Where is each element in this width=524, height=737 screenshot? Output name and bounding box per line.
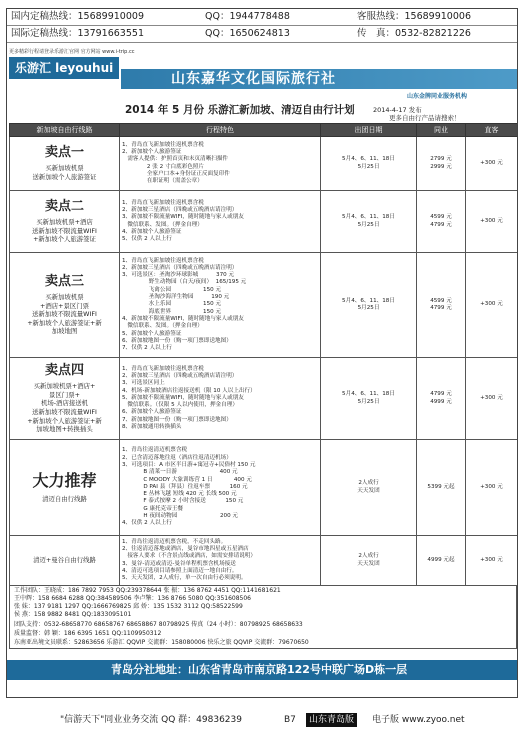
- route-name: 买新加坡机票 +酒店+景区门票 送新加坡不限流量WIFI +新加坡个人旅游签证+新 加坡地图: [27, 293, 102, 336]
- col-header-trade-price: 同业: [417, 124, 466, 137]
- departure-dates: 5月4、6、11、18日 5月25日: [321, 358, 417, 440]
- retail-markup: +300 元: [466, 191, 518, 253]
- itinerary-items: 1、青岛直飞新加坡往返机票含税 2、新加坡三星酒店（四晚或五晚酒店请注明） 3、新加坡不限流量WIFI，随时随地与家人或朋友 微信联系、发图。（押金自理） 4、新加坡个人旅游签证 5、仅供 2 人以上行: [120, 191, 321, 253]
- international-qq: QQ：1650624813: [205, 28, 290, 39]
- contact-line: 王中辉：158 6684 6288 QQ:384589506 李卢擎：136 8766 5080 QQ:351608506: [14, 595, 251, 602]
- itinerary-items: 1、青岛往返清迈机票含税 2、已含清迈落地往返（酒店往返清迈机场） 3、可选项目：A 市区半日游+寓冠寺+民俗村 150 元 B 清莱一日游 400 元 C MOODY 大象训练营 1 日 400 元 D PAI 县（拜县）往返车票 160 元 E 丛林飞越 短线 420 元 长线 500 元 F 泰式按摩 2 小时含接送 150 元 G 康托克帝王餐 H 夜间动物园 200 元 4、仅供 2 人以上行: [120, 440, 321, 536]
- team-support-line: 团队支持：0532-68658770 68658767 68658867 80798925 传真（24 小时）：80798925 68658633: [14, 621, 303, 628]
- selling-point: 卖点三: [44, 274, 84, 290]
- contact-block: [9, 585, 517, 649]
- trade-price: 4599 元 4799 元: [417, 191, 466, 253]
- itinerary-items: 1、青岛直飞新加坡往返机票含税 2、新加坡三星酒店（四晚或五晚酒店请注明） 3、可选景区：圣淘沙环球影城 370 元 野生动物园（白天/夜间） 165/195 元 飞禽公园 150 元 圣淘沙海洋生物园 190 元 水上乐园 150 元 海底世界 150 元 4、新加坡不限流量WIFI，随时随地与家人或朋友 微信联系、发图。（押金自理） 5、新加坡个人旅游签证 6、新加坡地图一份（购一项门票即送地图） 7、仅供 2 人以上行: [120, 253, 321, 358]
- domestic-qq: QQ：1944778488: [205, 11, 290, 22]
- route-name: 清迈自由行线路: [42, 495, 87, 504]
- itinerary-table: [9, 123, 518, 586]
- qq-group-note: "信游天下"同业业务交流 QQ 群：49836239: [60, 715, 242, 725]
- table-row: [10, 358, 518, 440]
- departure-dates: 5月4、6、11、18日 5月25日: [321, 253, 417, 358]
- website-link[interactable]: 电子版 www.zyoo.net: [372, 715, 465, 725]
- departure-dates: 5月4、6、11、18日 5月25日: [321, 137, 417, 191]
- trade-price: 2799 元 2999 元: [417, 137, 466, 191]
- route-cell: [10, 358, 120, 440]
- selling-point: 卖点四: [44, 363, 84, 379]
- table-row: [10, 253, 518, 358]
- route-cell: [10, 253, 120, 358]
- trade-price: 5399 元起: [417, 440, 466, 536]
- route-cell: [10, 440, 120, 536]
- service-hotline: 客服热线：15689910006: [357, 11, 471, 22]
- agency-name-banner: 山东嘉华文化国际旅行社: [121, 69, 518, 89]
- table-header-row: [10, 124, 518, 137]
- route-cell: [10, 137, 120, 191]
- retail-markup: +300 元: [466, 440, 518, 536]
- edition-badge: 山东青岛版: [306, 713, 357, 727]
- route-name: 买新加坡机票 送新加坡个人旅游签证: [32, 164, 97, 181]
- route-cell: [10, 191, 120, 253]
- route-name: 买新加坡机票+酒店+ 景区门票+ 机场-酒店接送机 送新加坡不限流量WIFI +新加坡个人旅游签证+新 加坡地图+转换插头: [27, 382, 102, 434]
- itinerary-items: 1、青岛直飞新加坡往返机票含税 2、新加坡个人旅游签证 需客人提供：护照首页和末页清晰扫描件 2 张 2 寸白底彩色照片 全家户口本+身份证正反面复印件 在职证明（需盖公章）: [120, 137, 321, 191]
- contact-line: 张 妹：137 9181 1297 QQ:1666769825 邱 娇：135 1532 3112 QQ:58522599: [14, 603, 243, 610]
- itinerary-items: 1、青岛直飞新加坡往返机票含税 2、新加坡三星酒店（四晚或五晚酒店请注明） 3、可选景区同上 4、机场-新加坡酒店往返接送机（限 10 人以上出行） 5、新加坡不限流量WIFI，随时随地与家人或朋友 微信联系。（仅限 5 人以内使用，押金自理） 6、新加坡个人旅游签证 7、新加坡地图一份（购一项门票即送地图） 8、新加坡通用转换插头: [120, 358, 321, 440]
- publish-date: 2014-4-17 发布: [373, 106, 422, 114]
- itinerary-items: 1、青岛往返清迈机票含税，不走回头路。 2、往返清迈落地或酒店，曼谷市地四星或五星酒店 接客人要求（不含景点线或酒店，如需安排请说明） 3、曼谷-清迈或清迈-曼谷单程机票含机场接送 4、清迈可选项目请参照上面清迈一地自由行。 5、天天发团，2人成行，单一次自由行必须说明。: [120, 536, 321, 586]
- retail-markup: +300 元: [466, 137, 518, 191]
- page-footer: [0, 713, 524, 727]
- document-frame: [6, 8, 518, 698]
- col-header-dates: 出团日期: [321, 124, 417, 137]
- website-note: 更多精彩行程请登录乐游汇官网 官方网站 www.i-trip.cc: [9, 49, 135, 55]
- trade-price: 4599 元 4799 元: [417, 253, 466, 358]
- departure-dates: 5月4、6、11、18日 5月25日: [321, 191, 417, 253]
- fax-number: 传 真：0532-82821226: [357, 28, 471, 39]
- col-header-features: 行程特色: [120, 124, 321, 137]
- header-line-1: [7, 9, 518, 26]
- qq-groups-line: 东南亚出境文员联系：52863656 乐游汇 QQVIP 交流群：158080006 快乐之旅 QQVIP 交流群：79670650: [14, 639, 309, 646]
- more-products-note: 更多自由行产品请搜索！: [389, 114, 461, 122]
- table-row: [10, 440, 518, 536]
- retail-markup: +300 元: [466, 253, 518, 358]
- table-row: [10, 536, 518, 586]
- trade-price: 4799 元 4999 元: [417, 358, 466, 440]
- table-row: [10, 191, 518, 253]
- retail-markup: +300 元: [466, 536, 518, 586]
- agency-subtitle: 山东金牌同业服务机构: [407, 93, 468, 100]
- plan-title: 2014 年 5 月份 乐游汇新加坡、清迈自由行计划: [125, 104, 355, 116]
- trade-price: 4999 元起: [417, 536, 466, 586]
- selling-point: 卖点二: [44, 199, 84, 215]
- route-name: 清迈+曼谷自由行线路: [33, 556, 96, 565]
- departure-dates: 2人成行 天天发团: [321, 440, 417, 536]
- col-header-route: 新加坡自由行线路: [10, 124, 120, 137]
- page-number: B7: [284, 715, 296, 725]
- col-header-retail: 直客: [466, 124, 518, 137]
- route-name: 买新加坡机票+酒店 送新加坡不限流量WIFI +新加坡个人旅游签证: [32, 218, 97, 244]
- international-hotline: 国际定稿热线：13791663551: [11, 28, 144, 39]
- brand-header: [7, 47, 518, 100]
- retail-markup: +300 元: [466, 358, 518, 440]
- contact-line: 工作团队：王晓成：186 7892 7953 QQ:239378644 张 振：136 8762 4451 QQ:1141681621: [14, 587, 281, 594]
- selling-point: 大力推荐: [32, 471, 97, 491]
- header-line-2: [7, 26, 518, 43]
- contact-line: 侯 燕：158 9882 8481 QQ:1833095101: [14, 611, 132, 618]
- leyouhui-logo: 乐游汇 leyouhui: [9, 57, 119, 79]
- table-row: [10, 137, 518, 191]
- selling-point: 卖点一: [44, 145, 84, 161]
- departure-dates: 2人成行 天天发团: [321, 536, 417, 586]
- domestic-hotline: 国内定稿热线：15689910009: [11, 11, 144, 22]
- route-cell: [10, 536, 120, 586]
- branch-address-bar: 青岛分社地址：山东省青岛市南京路122号中联广场D栋一层: [7, 660, 518, 680]
- quality-supervision-line: 质量监督：韩 颖：186 6395 1651 QQ:1109950312: [14, 630, 162, 637]
